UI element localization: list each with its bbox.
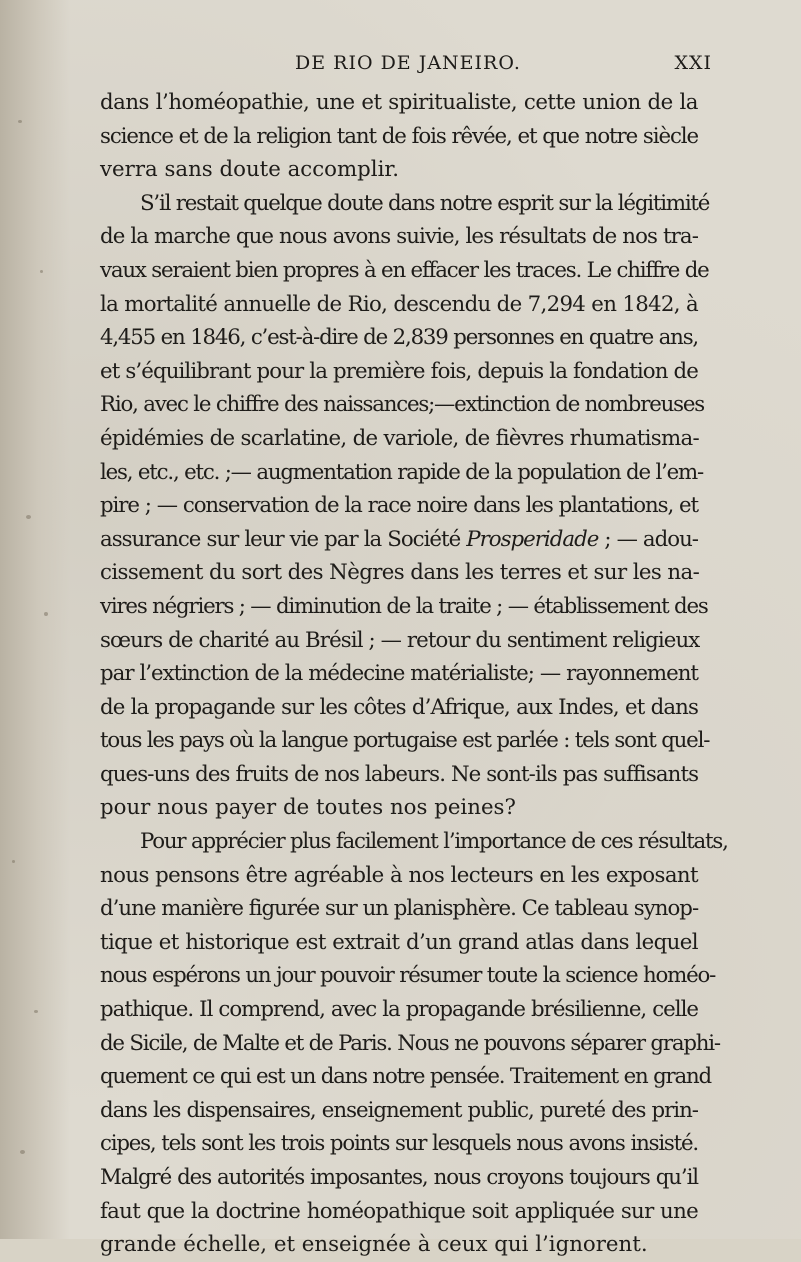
text-line: Malgré des autorités imposantes, nous croyons toujours qu’il [100, 1165, 698, 1190]
text-line: les, etc., etc. ;— augmentation rapide de la population de l’em- [100, 459, 704, 485]
text-line: science et de la religion tant de fois rêvée, et que notre siècle [100, 123, 698, 149]
text-segment: ; — adou- [598, 526, 698, 552]
running-title: DE RIO DE JANEIRO. [295, 52, 521, 74]
text-line: sœurs de charité au Brésil ; — retour du sentiment religieux [100, 627, 700, 653]
paper-speck [12, 860, 15, 863]
text-line: vaux seraient bien propres à en effacer les traces. Le chiffre de [100, 257, 709, 283]
text-line: et s’équilibrant pour la première fois, depuis la fondation de [100, 358, 698, 384]
paragraph-1 [100, 86, 710, 825]
paper-speck [44, 612, 48, 616]
text-segment: assurance sur leur vie par la Société [100, 526, 467, 552]
text-line: nous espérons un jour pouvoir résumer toute la science homéo- [100, 963, 716, 989]
text-line: de la propagande sur les côtes d’Afrique, aux Indes, et dans [100, 694, 698, 720]
text-line: faut que la doctrine homéopathique soit appliquée sur une [100, 1198, 698, 1224]
text-line: de la marche que nous avons suivie, les résultats de nos tra- [100, 224, 698, 250]
paper-speck [18, 120, 22, 123]
text-line-with-italic [100, 523, 698, 557]
paper-speck [34, 1010, 38, 1013]
text-line: pire ; — conservation de la race noire dans les plantations, et [100, 493, 698, 519]
text-line: cissement du sort des Nègres dans les terres et sur les na- [100, 560, 700, 586]
text-line: nous pensons être agréable à nos lecteurs en les exposant [100, 862, 698, 888]
paper-speck [20, 1150, 25, 1154]
text-line: dans l’homéopathie, une et spiritualiste, cette union de la [100, 90, 698, 115]
body-text [100, 86, 728, 1262]
text-line: par l’extinction de la médecine matérialiste; — rayonnement [100, 661, 698, 687]
text-line: grande échelle, et enseignée à ceux qui l’ignorent. [100, 1232, 648, 1258]
text-line: cipes, tels sont les trois points sur lesquels nous avons insisté. [100, 1131, 698, 1157]
text-line: Rio, avec le chiffre des naissances;—extinction de nombreuses [100, 392, 704, 418]
text-line: pour nous payer de toutes nos peines? [100, 795, 516, 821]
running-head [100, 52, 712, 78]
page-number: XXI [674, 52, 712, 74]
text-line: tique et historique est extrait d’un grand atlas dans lequel [100, 929, 698, 955]
paper-speck [40, 270, 43, 273]
text-line: pathique. Il comprend, avec la propagande brésilienne, celle [100, 997, 698, 1023]
text-line: de Sicile, de Malte et de Paris. Nous ne pouvons séparer graphi- [100, 1030, 720, 1056]
italic-society-name: Prosperidade [466, 526, 599, 552]
text-line: la mortalité annuelle de Rio, descendu de 7,294 en 1842, à [100, 291, 698, 317]
page-gutter-shadow [0, 0, 70, 1239]
text-line: d’une manière figurée sur un planisphère. Ce tableau synop- [100, 896, 699, 922]
paper-speck [26, 515, 31, 519]
text-line: vires négriers ; — diminution de la traite ; — établissement des [100, 593, 708, 619]
text-line: tous les pays où la langue portugaise est parlée : tels sont quel- [100, 728, 710, 754]
paragraph-2 [100, 825, 728, 1262]
text-line: 4,455 en 1846, c’est-à-dire de 2,839 personnes en quatre ans, [100, 325, 698, 351]
text-line: S’il restait quelque doute dans notre esprit sur la légitimité [140, 190, 710, 216]
text-line: quement ce qui est un dans notre pensée. Traitement en grand [100, 1064, 711, 1090]
text-line: verra sans doute accomplir. [100, 157, 400, 183]
text-line: épidémies de scarlatine, de variole, de fièvres rhumatisma- [100, 425, 699, 451]
text-line: Pour apprécier plus facilement l’importance de ces résultats, [140, 829, 728, 855]
text-line: ques-uns des fruits de nos labeurs. Ne sont-ils pas suffisants [100, 761, 699, 787]
text-line: dans les dispensaires, enseignement public, pureté des prin- [100, 1097, 698, 1123]
